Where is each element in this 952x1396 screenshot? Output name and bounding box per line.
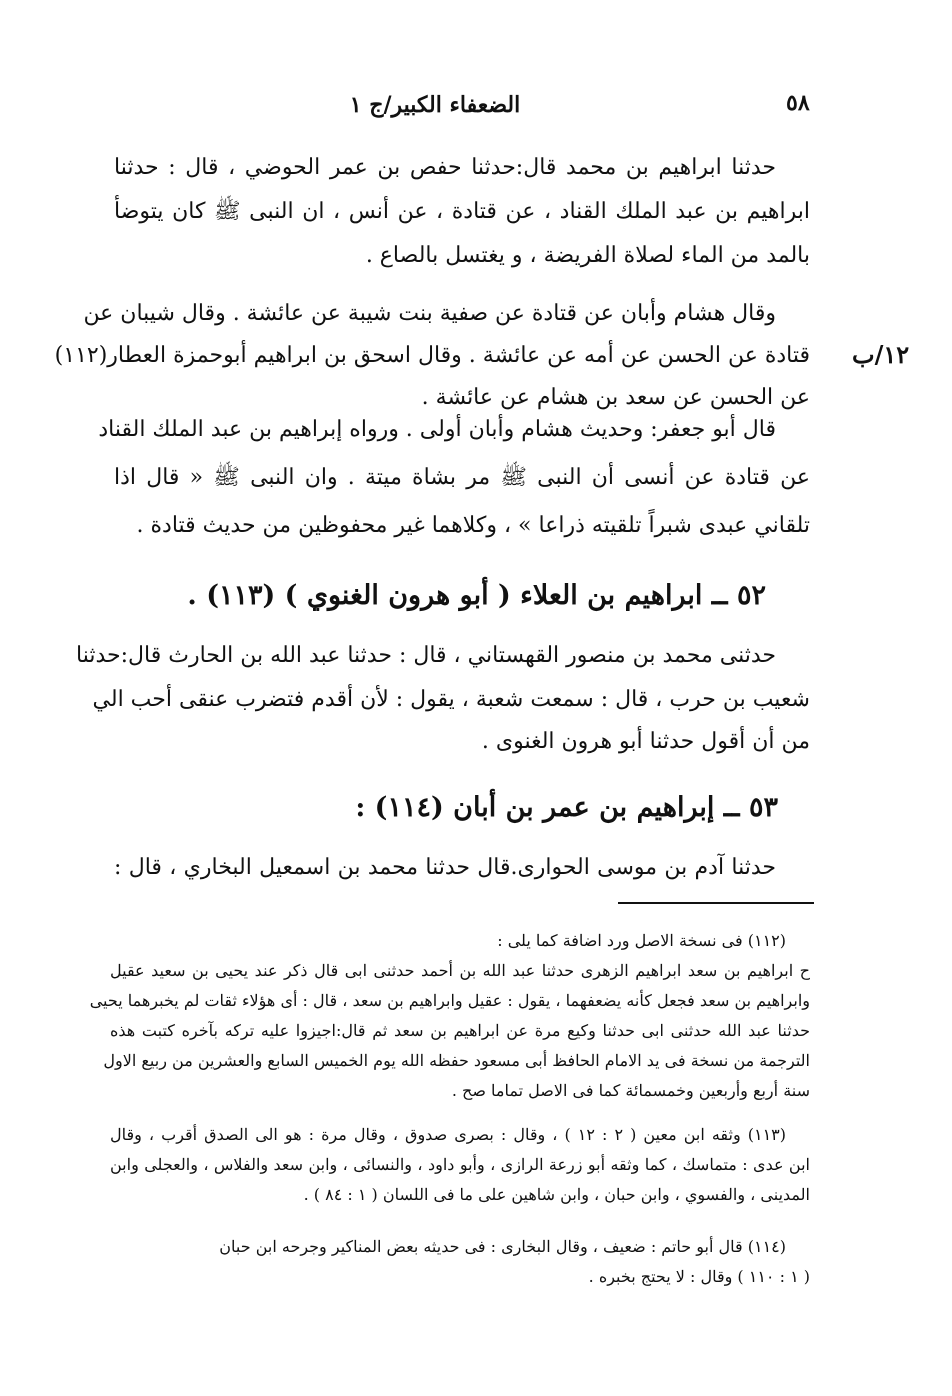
footnote-line: سنة أربع وأربعين وخمسمائة كما فى الاصل تماما صح . bbox=[451, 1081, 810, 1100]
text-line: عن الحسن عن سعد بن هشام عن عائشة . bbox=[421, 385, 810, 410]
footnote-line: (١١٤) قال أبو حاتم : ضعيف ، وقال البخارى : فى حديثه بعض المناكير وجرحه ابن حبان bbox=[219, 1237, 786, 1256]
footnote-line: (١١٢) فى نسخة الاصل ورد اضافة كما يلى : bbox=[497, 931, 786, 950]
text-line: حدثنى محمد بن منصور القهستاني ، قال : حدثنا عبد الله بن الحارث قال:حدثنا bbox=[76, 643, 776, 668]
footnote-line: المدينى ، والفسوي ، وابن حبان ، وابن شاهين على ما فى اللسان ( ١ : ٨٤ ) . bbox=[303, 1185, 810, 1204]
footnote-separator bbox=[618, 902, 814, 904]
footnote-line: وابراهيم بن سعد فجعل كأنه يضعفهما ، يقول : عقيل وابراهيم بن سعد ، قال : أى هؤلاء ثقات لم يخبرهما يحيى bbox=[89, 991, 810, 1010]
footnote-line: ابن عدى : متماسك ، كما وثقه أبو زرعة الرازى ، وأبو داود ، والنسائى ، وابن سعد والفلاس ، والعجلى وابن bbox=[110, 1155, 811, 1174]
margin-folio-note: ١٢/ب bbox=[852, 340, 910, 369]
entry-heading-52: ٥٢ ــ ابراهيم بن العلاء ( أبو هرون الغنوي ) (١١٣) . bbox=[187, 580, 766, 611]
text-line: قتادة عن الحسن عن أمه عن عائشة . وقال اسحق بن ابراهيم أبوحمزة العطار(١١٢) bbox=[54, 343, 810, 368]
running-title: الضعفاء الكبير/ج ١ bbox=[349, 92, 521, 118]
footnote-line: ( ١ : ١١٠ ) وقال : لا يحتج بخبره . bbox=[588, 1267, 810, 1286]
text-line: وقال هشام وأبان عن قتادة عن صفية بنت شيبة عن عائشة . وقال شيبان عن bbox=[83, 301, 776, 326]
text-line: تلقاني عبدى شبراً تلقيته ذراعا » ، وكلاهما غير محفوظين من حديث قتادة . bbox=[136, 513, 810, 538]
text-line: بالمد من الماء لصلاة الفريضة ، و يغتسل بالصاع . bbox=[365, 243, 810, 268]
text-line: شعيب بن حرب ، قال : سمعت شعبة ، يقول : لأن أقدم فتضرب عنقى أحب الي bbox=[92, 687, 810, 712]
footnote-line: (١١٣) وثقه ابن معين ( ٢ : ١٢ ) ، وقال : بصرى صدوق ، وقال مرة : هو الى الصدق أقرب ، وقال bbox=[110, 1125, 787, 1144]
text-line: حدثنا ابراهيم بن محمد قال:حدثنا حفص بن عمر الحوضي ، قال : حدثنا bbox=[114, 155, 776, 180]
footnote-line: حدثنا عبد الله حدثنى ابى حدثنا وكيع مرة عن ابراهيم بن سعد ثم قال:اجيزوا عليه تركه بآخره كتبت هذه bbox=[110, 1021, 810, 1040]
footnote-line: الترجمة من نسخة فى يد الامام الحافظ أبى مسعود حفظه الله يوم الخميس السابع والعشرين من ربيع الاول bbox=[103, 1051, 810, 1070]
text-line: قال أبو جعفر: وحديث هشام وأبان أولى . ورواه إبراهيم بن عبد الملك القناد bbox=[98, 417, 776, 442]
footnote-line: ح ابراهيم بن سعد ابراهيم الزهرى حدثنا عبد الله بن أحمد حدثنى ابى قال ذكر عند يحيى بن سعيد عقيل bbox=[110, 961, 810, 980]
text-line: حدثنا آدم بن موسى الحوارى.قال حدثنا محمد بن اسمعيل البخاري ، قال : bbox=[114, 855, 776, 880]
page-number: ٥٨ bbox=[786, 90, 810, 116]
text-line: ابراهيم بن عبد الملك القناد ، عن قتادة ، عن أنس ، ان النبى ﷺ كان يتوضأ bbox=[114, 199, 810, 224]
entry-heading-53: ٥٣ ــ إبراهيم بن عمر بن أبان (١١٤) : bbox=[355, 792, 778, 823]
text-line: عن قتادة عن أنسى أن النبى ﷺ مر بشاة ميتة . وان النبى ﷺ « قال اذا bbox=[114, 465, 810, 490]
text-line: من أن أقول حدثنا أبو هرون الغنوى . bbox=[481, 729, 810, 754]
